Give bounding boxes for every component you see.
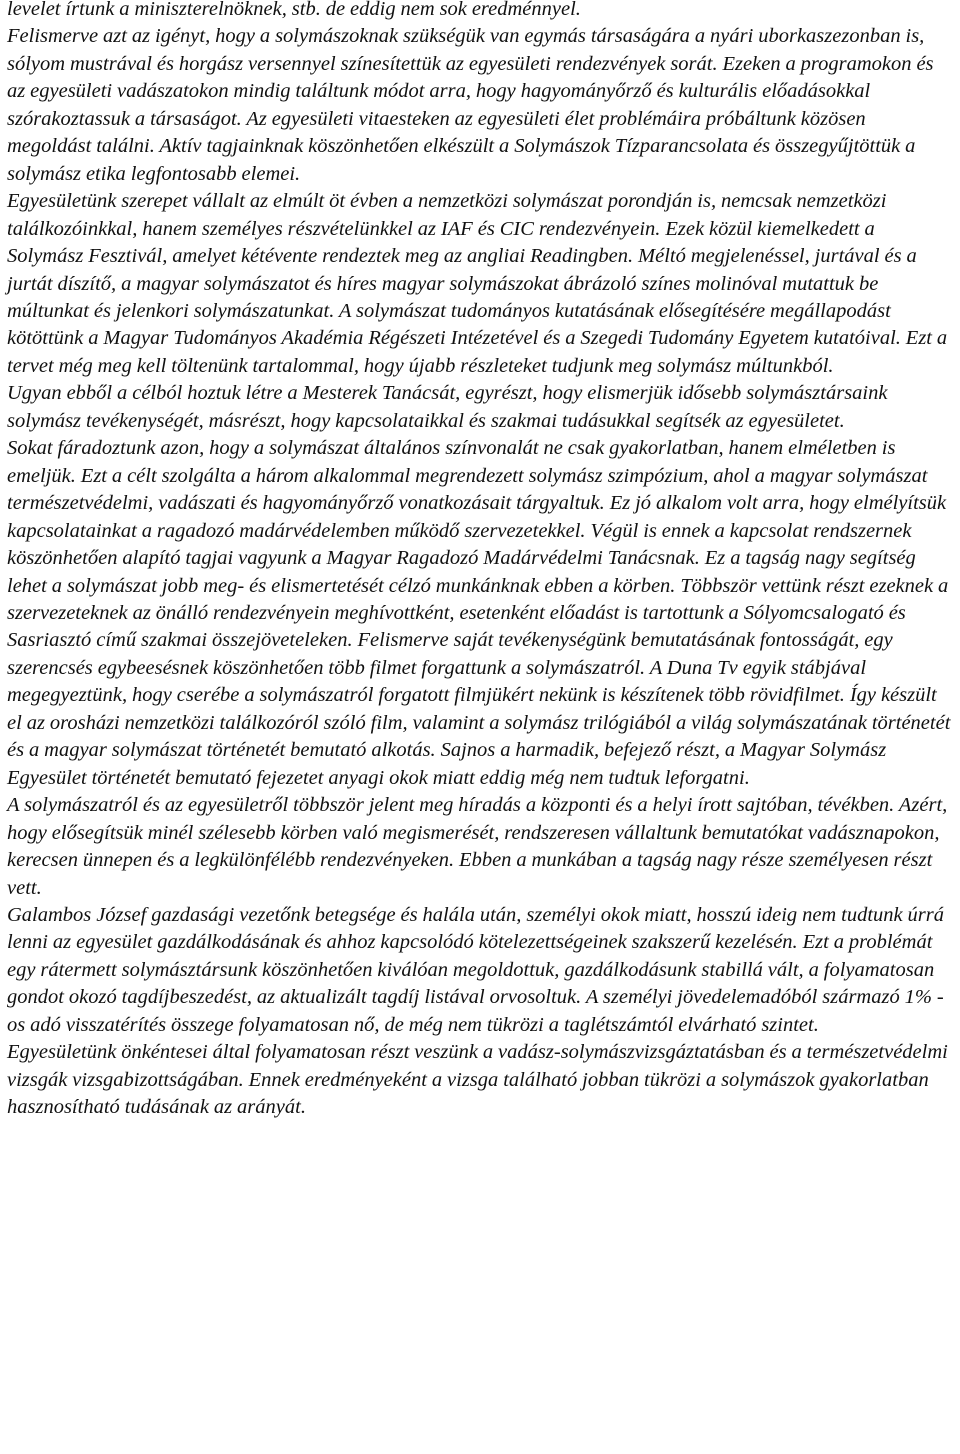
paragraph-volunteers-exams: Egyesületünk önkéntesei által folyamatosan részt veszünk a vadász-solymászvizsgáztatásban és a természetvédelmi vizsgák vizsgabizottságában. Ennek eredményeként a vizsga található jobban tükrözi a solymászok gyakorlatban hasznosítható tudásának az arányát. [7,1041,948,1119]
document-page [7,0,953,1122]
paragraph-finances: Galambos József gazdasági vezetőnk betegsége és halála után, személyi okok miatt, hosszú ideig nem tudtunk úrrá lenni az egyesület gazdálkodásának és ahhoz kapcsolódó kötelezettségeinek szakszerű kezelésén. Ezt a problémát egy rátermett solymásztársunk köszönhetően kiválóan megoldottuk, gazdálkodásunk stabillá vált, a folyamatosan gondot okozó tagdíjbeszedést, az aktualizált tagdíj listával orvosoltuk. A személyi jövedelemadóból származó 1% -os adó visszatérítés összege folyamatosan nő, de még nem tükrözi a taglétszámtól elvárható szintet. [7,903,945,1036]
paragraph-international-role: Egyesületünk szerepet vállalt az elmúlt öt évben a nemzetközi solymászat porondján is, nemcsak nemzetközi találkozóinkkal, hanem személyes részvételünkkel az IAF és CIC rendezvényein. Ezek közül kiemelkedett a Solymász Fesztivál, amelyet kétévente rendeztek meg az angliai Readingben. Méltó megjelenéssel, jurtával és a jurtát díszítő, a magyar solymászatot és híres magyar solymászokat ábrázoló színes molinóval mutattuk be múltunkat és jelenkori solymászatunkat. A solymászat tudományos kutatásának elősegítésére megállapodást kötöttünk a Magyar Tudományos Akadémia Régészeti Intézetével és a Szegedi Tudomány Egyetem kutatóival. Ezt a tervet még meg kell töltenünk tartalommal, hogy újabb részleteket tudjunk meg solymász múltunkból. [7,190,948,377]
paragraph-masters-council: Ugyan ebből a célból hoztuk létre a Mesterek Tanácsát, egyrészt, hogy elismerjük idősebb solymásztársaink solymász tevékenységét, másrészt, hogy kapcsolataikkal és szakmai tudásukkal segítsék az egyesületet. [7,382,888,432]
paragraph-press-coverage: A solymászatról és az egyesületről többször jelent meg híradás a központi és a helyi írott sajtóban, tévékben. Azért, hogy elősegítsük minél szélesebb körben való megismerését, rendszeresen vállaltunk bemutatókat vadásznapokon, kerecsen ünnepen és a legkülönfélébb rendezvényeken. Ebben a munkában a tagság nagy része személyesen részt vett. [7,794,948,899]
paragraph-summer-events: Felismerve azt az igényt, hogy a solymászoknak szükségük van egymás társaságára a nyári uborkaszezonban is, sólyom mustrával és horgász versennyel színesítettük az egyesületi rendezvények sorát. Ezeken a programokon és az egyesületi vadászatokon mindig találtunk módot arra, hogy hagyományőrző és kulturális előadásokkal szórakoztassuk a társaságot. Az egyesületi vitaesteken az egyesületi élet problémáira próbáltunk közösen megoldást találni. Aktív tagjainknak köszönhetően elkészült a Solymászok Tízparancsolata és összegyűjtöttük a solymász etika legfontosabb elemei. [7,25,934,185]
paragraph-symposium-films: Sokat fáradoztunk azon, hogy a solymászat általános színvonalát ne csak gyakorlatban, hanem elméletben is emeljük. Ezt a célt szolgálta a három alkalommal megrendezett solymász szimpózium, ahol a magyar solymászat természetvédelmi, vadászati és hagyományőrző vonatkozásait tárgyaltuk. Ez jó alkalom volt arra, hogy elmélyítsük kapcsolatainkat a ragadozó madárvédelemben működő szervezetekkel. Végül is ennek a kapcsolat rendszernek köszönhetően alapító tagjai vagyunk a Magyar Ragadozó Madárvédelmi Tanácsnak. Ez a tagság nagy segítség lehet a solymászat jobb meg- és elismertetését célzó munkánknak ebben a körben. Többször vettünk részt ezeknek a szervezeteknek az önálló rendezvényein meghívottként, esetenként előadást is tartottunk a Sólyomcsalogató és Sasriasztó című szakmai összejöveteleken. Felismerve saját tevékenységünk bemutatásának fontosságát, egy szerencsés egybeesésnek köszönhetően több filmet forgattunk a solymászatról. A Duna Tv egyik stábjával megegyeztünk, hogy cserébe a solymászatról forgatott filmjükért nekünk is készítenek több rövidfilmet. Így készült el az orosházi nemzetközi találkozóról szóló film, valamint a solymász trilógiából a világ solymászatának történetét és a magyar solymászat történetét bemutató alkotás. Sajnos a harmadik, befejező részt, a Magyar Solymász Egyesület történetét bemutató fejezetet anyagi okok miatt eddig még nem tudtuk leforgatni. [7,437,951,789]
paragraph-intro-line: levelet írtunk a miniszterelnöknek, stb. de eddig nem sok eredménnyel. [7,0,581,20]
